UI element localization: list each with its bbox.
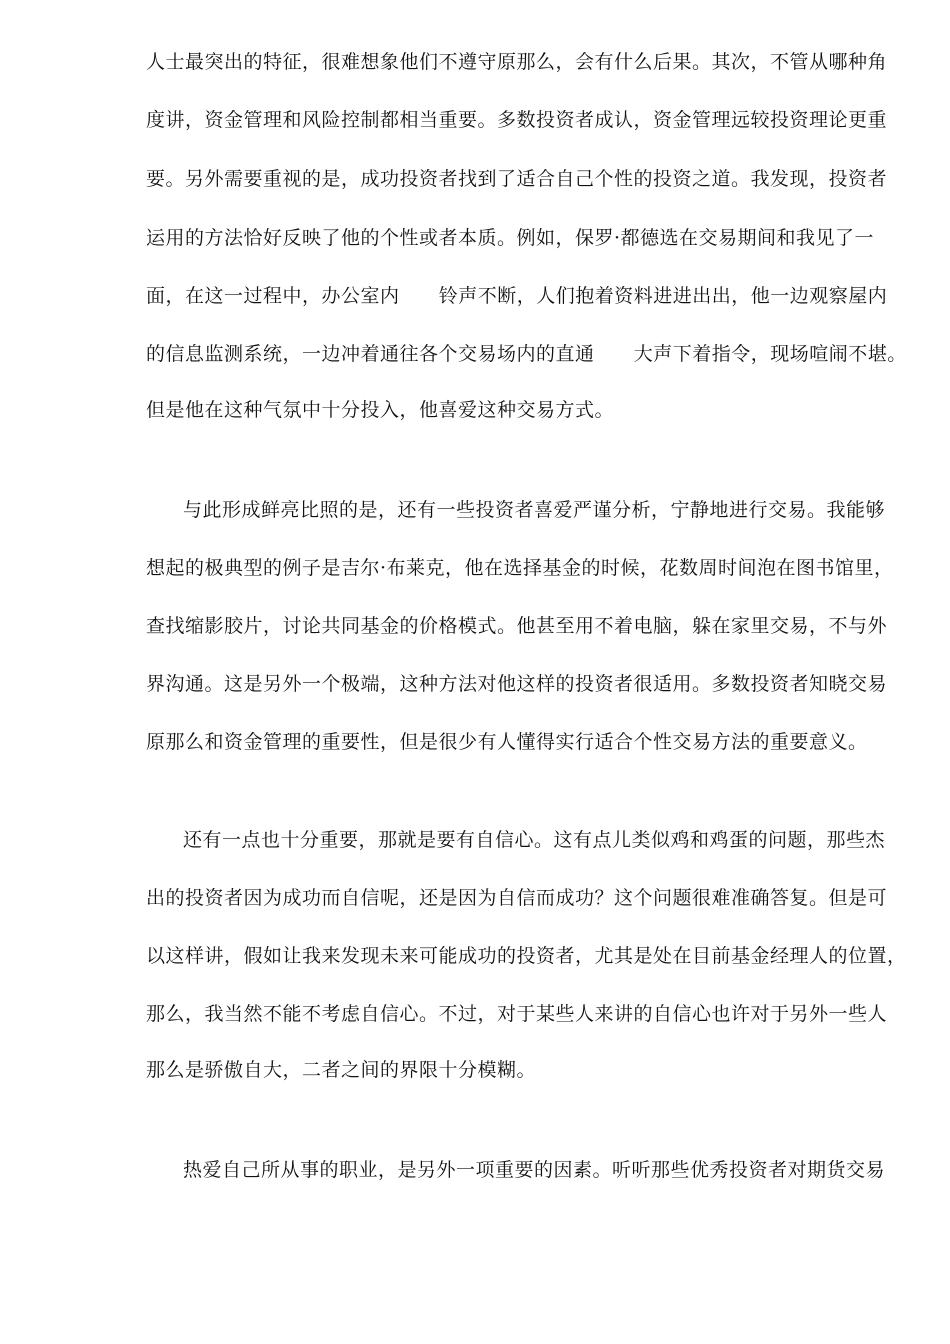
paragraph-2-line-3: 查找缩影胶片，讨论共同基金的价格模式。他甚至用不着电脑，躲在家里交易，不与外 bbox=[146, 615, 888, 637]
paragraph-3-line-2: 出的投资者因为成功而自信呢，还是因为自信而成功？这个问题很难准确答复。但是可 bbox=[146, 887, 888, 909]
paragraph-3-line-1: 还有一点也十分重要，那就是要有自信心。这有点儿类似鸡和鸡蛋的问题，那些杰 bbox=[183, 829, 886, 851]
paragraph-1-line-6: 的信息监测系统，一边冲着通往各个交易场内的直通 大声下着指令，现场喧闹不堪。 bbox=[146, 343, 907, 365]
paragraph-1-line-2: 度讲，资金管理和风险控制都相当重要。多数投资者成认，资金管理远较投资理论更重 bbox=[146, 109, 888, 131]
paragraph-2-line-2: 想起的极典型的例子是吉尔·布莱克，他在选择基金的时候，花数周时间泡在图书馆里， bbox=[146, 557, 894, 579]
paragraph-2-line-5: 原那么和资金管理的重要性，但是很少有人懂得实行适合个性交易方法的重要意义。 bbox=[146, 731, 868, 753]
paragraph-3-line-3: 以这样讲，假如让我来发现未来可能成功的投资者，尤其是处在目前基金经理人的位置， bbox=[146, 945, 907, 967]
paragraph-3-line-4: 那么，我当然不能不考虑自信心。不过，对于某些人来讲的自信心也许对于另外一些人 bbox=[146, 1003, 888, 1025]
paragraph-2-line-1: 与此形成鲜亮比照的是，还有一些投资者喜爱严谨分析，宁静地进行交易。我能够 bbox=[183, 499, 886, 521]
paragraph-1-line-5: 面，在这一过程中，办公室内 铃声不断，人们抱着资料进进出出，他一边观察屋内 bbox=[146, 285, 888, 307]
paragraph-1-line-7: 但是他在这种气氛中十分投入，他喜爱这种交易方式。 bbox=[146, 399, 615, 421]
paragraph-3-line-5: 那么是骄傲自大，二者之间的界限十分模糊。 bbox=[146, 1059, 537, 1081]
paragraph-2-line-4: 界沟通。这是另外一个极端，这种方法对他这样的投资者很适用。多数投资者知晓交易 bbox=[146, 673, 888, 695]
paragraph-1-line-3: 要。另外需要重视的是，成功投资者找到了适合自己个性的投资之道。我发现，投资者 bbox=[146, 168, 888, 190]
paragraph-1-line-4: 运用的方法恰好反映了他的个性或者本质。例如，保罗·都德选在交易期间和我见了一 bbox=[146, 227, 875, 249]
paragraph-1-line-1: 人士最突出的特征，很难想象他们不遵守原那么，会有什么后果。其次，不管从哪种角 bbox=[146, 51, 888, 73]
paragraph-4-line-1: 热爱自己所从事的职业，是另外一项重要的因素。听听那些优秀投资者对期货交易 bbox=[183, 1159, 886, 1181]
